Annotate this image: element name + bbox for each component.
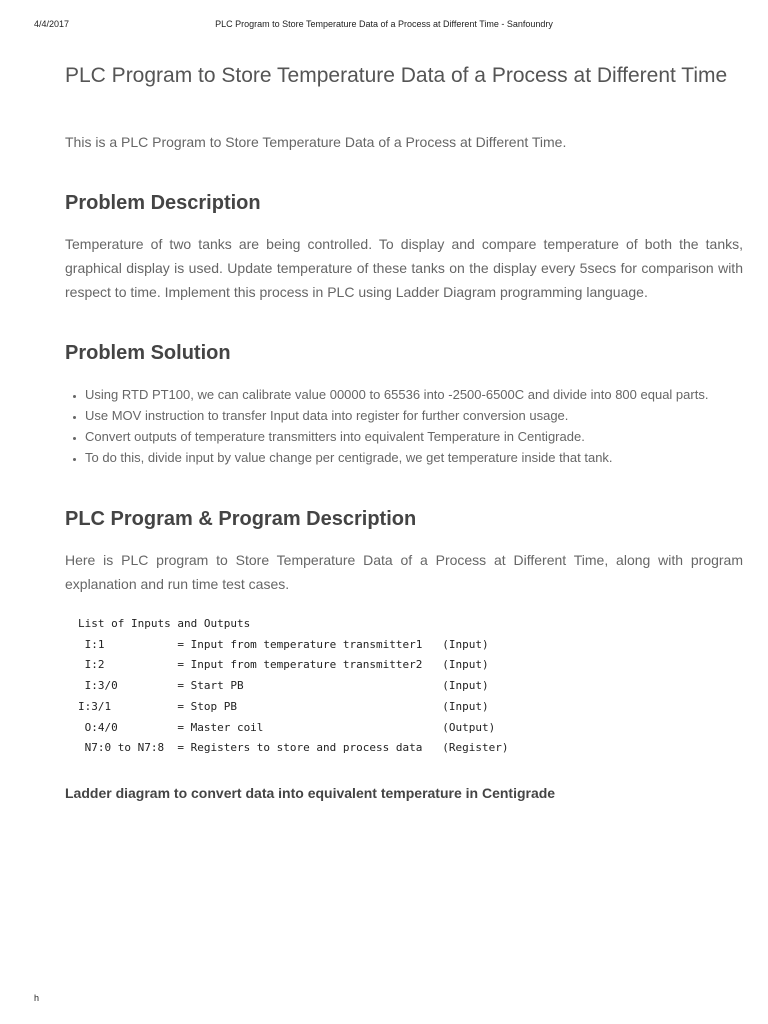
program-description-text: Here is PLC program to Store Temperature Data of a Process at Different Time, along with program explanation and run time test cases.	[65, 552, 743, 592]
intro-text: This is a PLC Program to Store Temperature Data of a Process at Different Time.	[65, 134, 567, 150]
io-table: List of Inputs and Outputs I:1 = Input from temperature transmitter1 (Input) I:2 = Input from temperature transmitter2 (Input) I:3/0 = Start PB (Input) I:3/1 = Stop PB (Input) O:4/0 = Master coil (Output) N7:0 to N7:8 = Registers to store and process data (Register)	[78, 617, 509, 755]
list-item: • Use MOV instruction to transfer Input data into register for further conversion usage.	[85, 405, 743, 426]
article	[65, 62, 743, 803]
list-item: • Convert outputs of temperature transmitters into equivalent Temperature in Centigrade.	[85, 426, 743, 447]
problem-description-text: Temperature of two tanks are being controlled. To display and compare temperature of both the tanks, graphical display is used. Update temperature of these tanks on the display every 5secs for comparison with respect to time. Implement this process in PLC using Ladder Diagram programming language.	[65, 236, 743, 300]
list-item: • Using RTD PT100, we can calibrate value 00000 to 65536 into -2500-6500C and divide into 800 equal parts.	[85, 384, 743, 405]
problem-description-heading: Problem Description	[65, 192, 261, 214]
page-title: PLC Program to Store Temperature Data of a Process at Different Time	[65, 64, 728, 87]
print-date: 4/4/2017	[34, 19, 70, 29]
program-heading: PLC Program & Program Description	[65, 508, 417, 530]
print-header	[0, 19, 768, 33]
solution-list	[65, 384, 743, 468]
page-footer-mark: h	[34, 993, 40, 1003]
problem-solution-heading: Problem Solution	[65, 342, 231, 364]
print-title: PLC Program to Store Temperature Data of a Process at Different Time - Sanfoundry	[215, 19, 553, 29]
list-item: • To do this, divide input by value change per centigrade, we get temperature inside that tank.	[85, 447, 743, 468]
ladder-diagram-caption: Ladder diagram to convert data into equivalent temperature in Centigrade	[65, 784, 556, 801]
